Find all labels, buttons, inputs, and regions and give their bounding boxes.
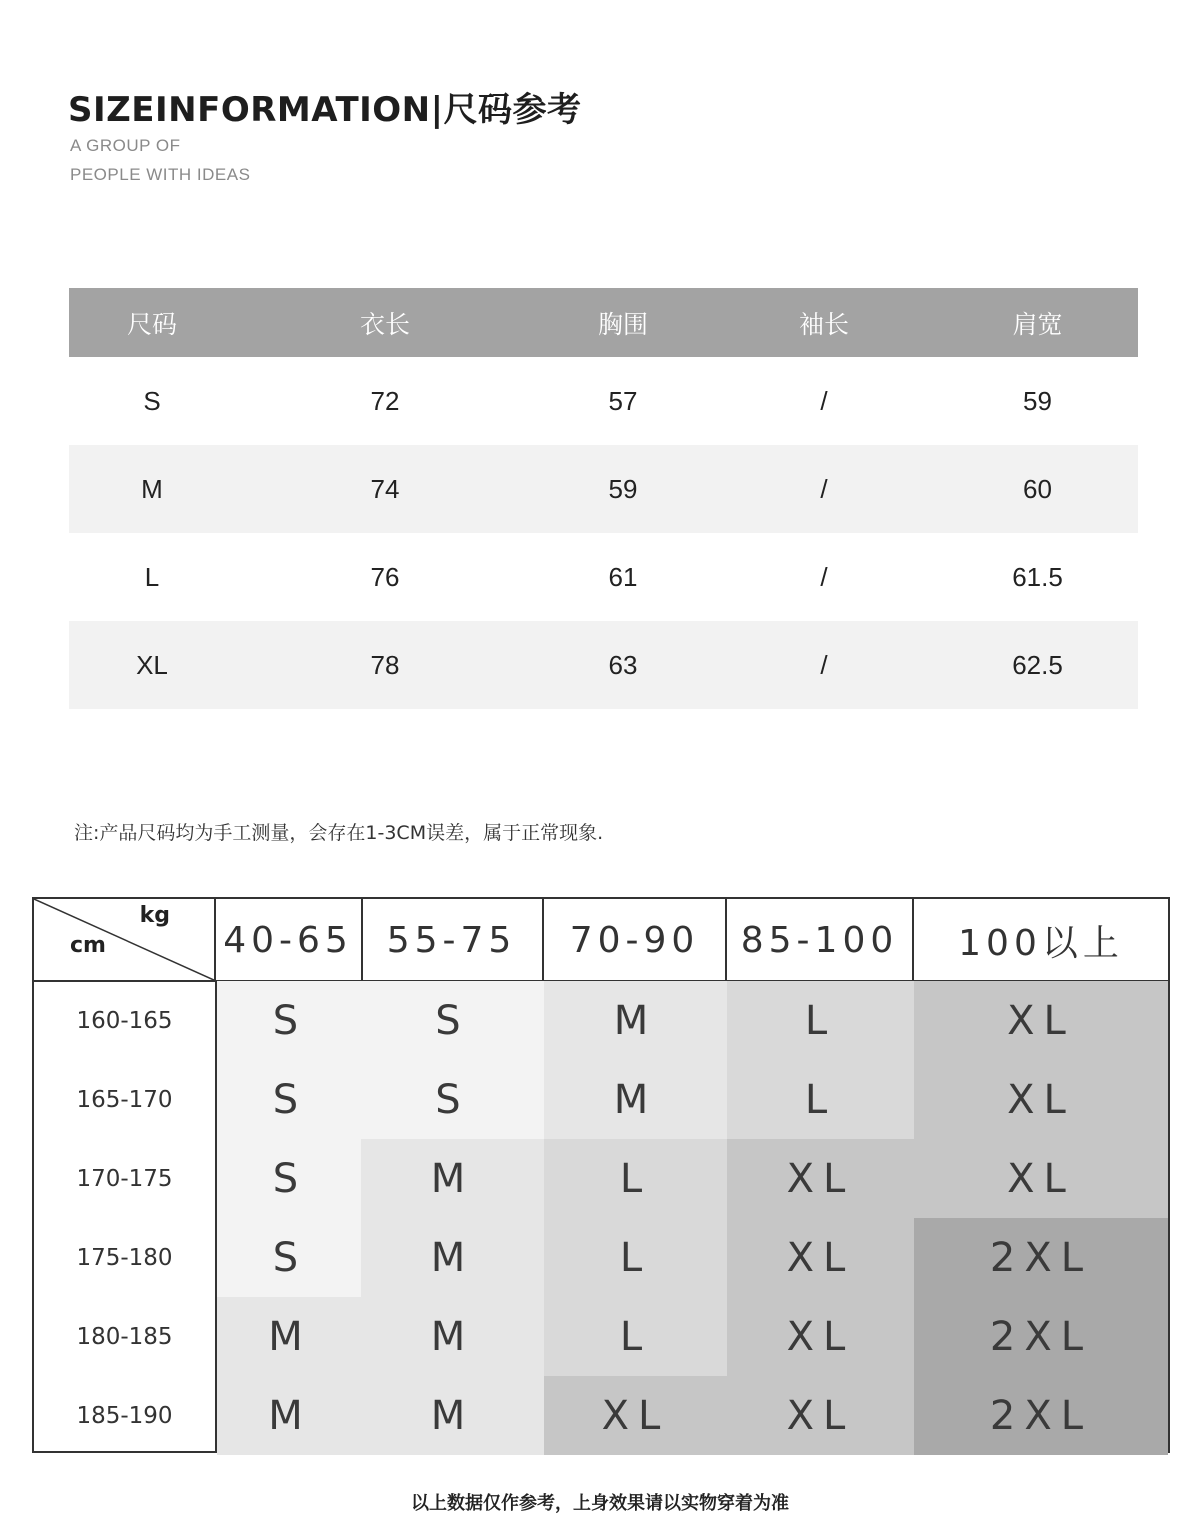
column-header: 尺码 <box>126 309 177 339</box>
table-cell: 78 <box>370 649 400 680</box>
measurement-note: 注:产品尺码均为手工测量，会存在1-3CM误差，属于正常现象. <box>74 822 604 844</box>
size-cell: 2XL <box>914 1297 1168 1376</box>
measurement-table <box>69 288 1138 709</box>
height-row-label: 175-180 <box>76 1244 173 1271</box>
table-cell: M <box>141 473 163 504</box>
size-recommendation-table <box>32 897 1170 1453</box>
weight-column-header: 70-90 <box>544 899 727 981</box>
column-header: 肩宽 <box>1012 309 1063 339</box>
size-cell: L <box>727 981 914 1060</box>
size-cell: L <box>544 1297 727 1376</box>
size-cell: XL <box>914 1060 1168 1139</box>
table-cell: / <box>820 649 828 680</box>
weight-column-header: 85-100 <box>727 899 914 981</box>
size-cell: S <box>361 981 544 1060</box>
table-cell: 76 <box>370 561 400 592</box>
weight-unit-label: kg <box>139 903 170 928</box>
size-cell: S <box>361 1060 544 1139</box>
size-cell: L <box>727 1060 914 1139</box>
table-cell: / <box>820 473 828 504</box>
size-cell: XL <box>727 1376 914 1455</box>
column-header: 胸围 <box>597 309 648 339</box>
table-cell: 61 <box>608 561 638 592</box>
height-row-label: 160-165 <box>76 1007 173 1034</box>
size-cell: S <box>217 1139 363 1218</box>
size-cell: S <box>217 981 363 1060</box>
table-cell: 72 <box>370 385 400 416</box>
height-row-label: 185-190 <box>76 1402 173 1429</box>
size-cell: S <box>217 1060 363 1139</box>
table-cell: 59 <box>608 473 638 504</box>
size-cell: S <box>217 1218 363 1297</box>
size-cell: XL <box>727 1139 914 1218</box>
size-cell: M <box>217 1376 363 1455</box>
height-row-label: 170-175 <box>76 1165 173 1192</box>
size-cell: 2XL <box>914 1376 1168 1455</box>
weight-column-header: 40-65 <box>215 899 363 981</box>
column-header: 衣长 <box>359 309 410 339</box>
size-cell: XL <box>727 1297 914 1376</box>
size-cell: XL <box>544 1376 727 1455</box>
table-row <box>69 533 1138 621</box>
table-cell: 60 <box>1023 473 1052 504</box>
height-row-label: 180-185 <box>76 1323 173 1350</box>
table-cell: 59 <box>1023 385 1052 416</box>
table-cell: XL <box>136 649 168 680</box>
size-cell: M <box>361 1376 544 1455</box>
table-cell: 74 <box>370 473 400 504</box>
size-cell: 2XL <box>914 1218 1168 1297</box>
table-row <box>69 621 1138 709</box>
weight-column-header: 100以上 <box>958 922 1124 964</box>
footer-disclaimer: 以上数据仅作参考，上身效果请以实物穿着为准 <box>411 1493 789 1514</box>
corner-header-cell <box>34 899 216 981</box>
table-cell: / <box>820 561 828 592</box>
size-cell: XL <box>727 1218 914 1297</box>
height-unit-label: cm <box>70 933 106 958</box>
height-row-label: 165-170 <box>76 1086 173 1113</box>
measurement-header-row <box>69 288 1138 357</box>
weight-column-header: 55-75 <box>361 899 544 981</box>
size-cell: L <box>544 1218 727 1297</box>
size-cell: M <box>361 1139 544 1218</box>
size-cell: M <box>361 1218 544 1297</box>
subtitle-line-1: A GROUP OF <box>70 136 181 155</box>
size-cell: M <box>361 1297 544 1376</box>
table-cell: 57 <box>608 385 638 416</box>
size-cell: M <box>544 1060 727 1139</box>
size-cell: XL <box>914 1139 1168 1218</box>
table-cell: 63 <box>608 649 638 680</box>
table-cell: L <box>144 561 160 592</box>
table-row <box>69 445 1138 533</box>
table-cell: 61.5 <box>1012 561 1063 592</box>
subtitle-line-2: PEOPLE WITH IDEAS <box>70 165 251 184</box>
size-cell: M <box>217 1297 363 1376</box>
table-cell: 62.5 <box>1012 649 1063 680</box>
diagonal-divider <box>34 899 216 981</box>
column-header: 袖长 <box>798 309 849 339</box>
table-cell: / <box>820 385 828 416</box>
table-cell: S <box>143 385 161 416</box>
page-title: SIZEINFORMATION|尺码参考 <box>68 90 582 130</box>
size-cell: L <box>544 1139 727 1218</box>
size-cell: XL <box>914 981 1168 1060</box>
table-row <box>69 357 1138 445</box>
size-cell: M <box>544 981 727 1060</box>
